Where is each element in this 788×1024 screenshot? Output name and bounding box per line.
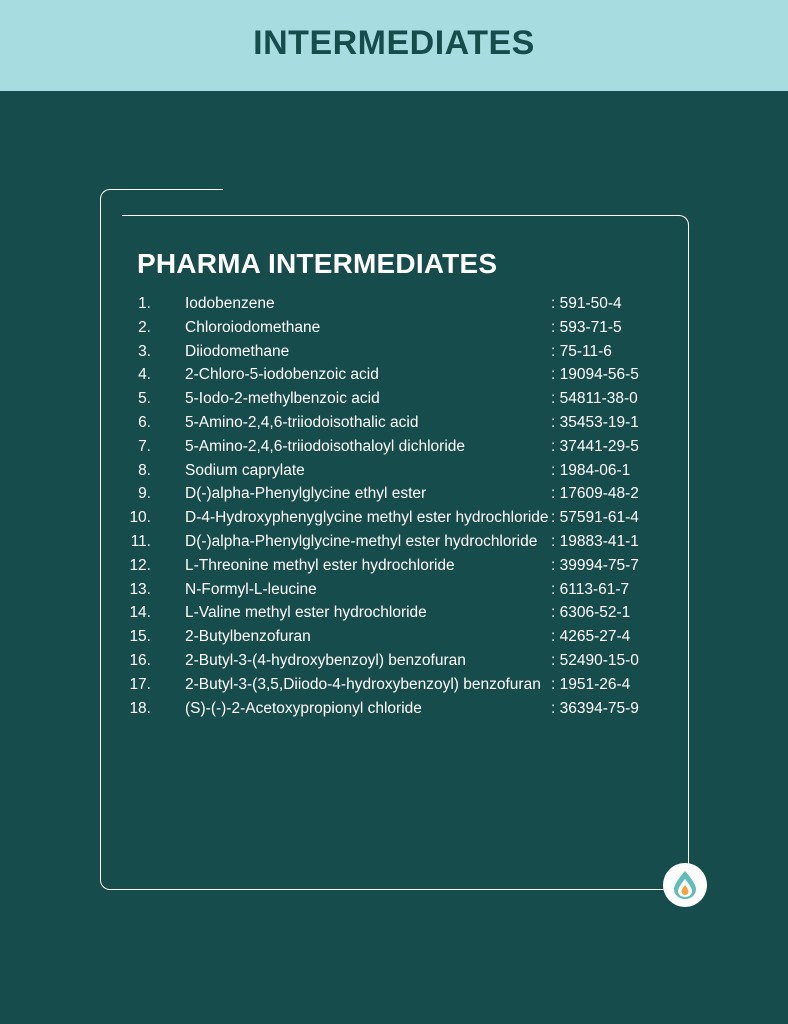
item-cas-number: : 6306-52-1 xyxy=(551,604,631,622)
item-cas-number: : 593-71-5 xyxy=(551,318,622,336)
item-name: Sodium caprylate xyxy=(185,461,305,479)
item-cas-number: : 1951-26-4 xyxy=(551,675,631,693)
item-cas-number: : 1984-06-1 xyxy=(551,461,631,479)
item-name: D(-)alpha-Phenylglycine-methyl ester hydrochloride xyxy=(185,532,538,550)
list-item xyxy=(120,578,680,602)
item-number: 6. xyxy=(138,413,151,431)
item-number: 2. xyxy=(138,318,151,336)
item-cas-number: : 57591-61-4 xyxy=(551,509,639,527)
item-name: 2-Chloro-5-iodobenzoic acid xyxy=(185,366,379,384)
section-heading: PHARMA INTERMEDIATES xyxy=(137,248,498,279)
item-name: 5-Iodo-2-methylbenzoic acid xyxy=(185,390,380,408)
list-item xyxy=(120,435,680,459)
item-cas-number: : 36394-75-9 xyxy=(551,699,639,717)
list-item xyxy=(120,649,680,673)
item-cas-number: : 19094-56-5 xyxy=(551,366,639,384)
frame-left-line xyxy=(100,198,101,863)
item-number: 11. xyxy=(130,532,151,550)
list-item xyxy=(120,482,680,506)
item-number: 1. xyxy=(138,295,151,312)
item-name: 5-Amino-2,4,6-triiodoisothalic acid xyxy=(185,413,419,431)
item-number: 4. xyxy=(138,366,151,384)
item-number: 12. xyxy=(129,556,151,574)
item-name: 5-Amino-2,4,6-triiodoisothaloyl dichloride xyxy=(185,437,465,455)
item-number: 5. xyxy=(138,390,151,408)
list-item xyxy=(120,411,680,435)
list-item xyxy=(120,316,680,340)
item-number: 10. xyxy=(129,509,151,527)
item-cas-number: : 75-11-6 xyxy=(551,342,612,360)
item-number: 8. xyxy=(138,461,151,479)
list-item xyxy=(120,601,680,625)
list-item xyxy=(120,697,680,721)
item-name: L-Valine methyl ester hydrochloride xyxy=(185,604,427,622)
item-name: Chloroiodomethane xyxy=(185,318,321,336)
item-number: 16. xyxy=(129,651,151,669)
item-cas-number: : 4265-27-4 xyxy=(551,628,631,646)
item-cas-number: : 54811-38-0 xyxy=(551,390,638,408)
page-title: INTERMEDIATES xyxy=(253,24,535,62)
item-number: 9. xyxy=(138,485,151,503)
list-item xyxy=(120,554,680,578)
list-item xyxy=(120,625,680,649)
list-item xyxy=(120,340,680,364)
item-cas-number: : 39994-75-7 xyxy=(551,556,639,574)
item-number: 3. xyxy=(138,342,151,360)
frame-corner-top xyxy=(100,189,223,201)
list-item xyxy=(120,292,680,316)
item-number: 18. xyxy=(129,699,151,717)
logo-badge xyxy=(663,863,707,907)
item-number: 13. xyxy=(129,580,151,598)
item-number: 15. xyxy=(129,628,151,646)
item-name: 2-Butyl-3-(4-hydroxybenzoyl) benzofuran xyxy=(185,651,466,669)
item-number: 7. xyxy=(138,437,151,455)
item-cas-number: : 37441-29-5 xyxy=(551,437,639,455)
item-name: D-4-Hydroxyphenyglycine methyl ester hydrochloride xyxy=(185,509,549,527)
item-name: Iodobenzene xyxy=(185,295,275,312)
item-number: 17. xyxy=(129,675,151,693)
list-item xyxy=(120,530,680,554)
item-number: 14. xyxy=(129,604,151,622)
item-cas-number: : 52490-15-0 xyxy=(551,651,639,669)
item-name: N-Formyl-L-leucine xyxy=(185,580,317,598)
item-cas-number: : 591-50-4 xyxy=(551,295,622,312)
item-name: (S)-(-)-2-Acetoxypropionyl chloride xyxy=(185,699,422,717)
item-cas-number: : 6113-61-7 xyxy=(551,580,630,598)
list-item xyxy=(120,387,680,411)
item-name: D(-)alpha-Phenylglycine ethyl ester xyxy=(185,485,427,503)
item-name: 2-Butylbenzofuran xyxy=(185,628,311,646)
item-cas-number: : 17609-48-2 xyxy=(551,485,639,503)
drop-logo-icon xyxy=(672,870,698,900)
list-item xyxy=(120,673,680,697)
top-banner xyxy=(0,0,788,91)
frame-bottom-line xyxy=(100,860,689,890)
item-name: 2-Butyl-3-(3,5,Diiodo-4-hydroxybenzoyl) benzofuran xyxy=(185,675,541,693)
item-cas-number: : 35453-19-1 xyxy=(551,413,639,431)
list-item xyxy=(120,506,680,530)
list-item xyxy=(120,459,680,483)
item-name: Diiodomethane xyxy=(185,342,290,360)
item-name: L-Threonine methyl ester hydrochloride xyxy=(185,556,455,574)
intermediates-list xyxy=(120,292,680,720)
list-item xyxy=(120,363,680,387)
item-cas-number: : 19883-41-1 xyxy=(551,532,639,550)
